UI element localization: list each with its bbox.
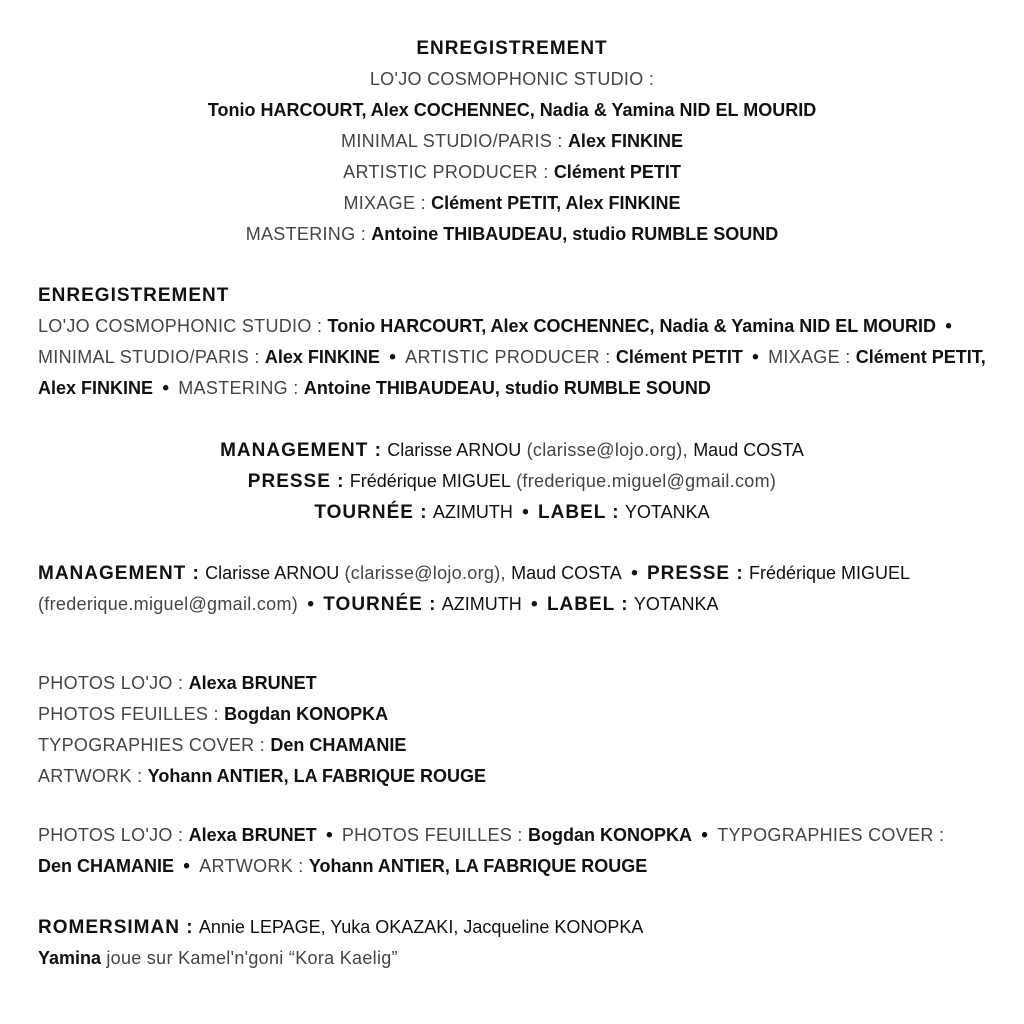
typo-name: Den CHAMANIE [38, 856, 175, 876]
producer-name: Clément PETIT [615, 347, 743, 367]
studio-names: Tonio HARCOURT, Alex COCHENNEC, Nadia & Yamina NID EL MOURID [207, 100, 817, 120]
photos-label: PHOTOS LO'JO : [38, 673, 184, 693]
management-credits-left [38, 558, 998, 620]
management-label: MANAGEMENT : [38, 563, 200, 584]
presse-email: (frederique.miguel@gmail.com) [38, 594, 299, 614]
photos-name: Alexa BRUNET [188, 673, 317, 693]
tournee-label: TOURNÉE : [323, 594, 437, 615]
bullet-separator: • [945, 316, 952, 337]
romersiman-credits [38, 912, 998, 974]
bullet-separator: • [162, 378, 169, 399]
mastering-name: Antoine THIBAUDEAU, studio RUMBLE SOUND [303, 378, 711, 398]
presse-email: (frederique.miguel@gmail.com) [516, 471, 777, 491]
typo-name: Den CHAMANIE [270, 735, 407, 755]
management-name-2: Maud COSTA [693, 440, 804, 460]
bullet-separator: • [325, 825, 333, 846]
feuilles-label: PHOTOS FEUILLES : [341, 825, 523, 845]
producer-label: ARTISTIC PRODUCER : [343, 162, 549, 182]
artwork-label: ARTWORK : [38, 766, 143, 786]
artwork-name: Yohann ANTIER, LA FABRIQUE ROUGE [308, 856, 648, 876]
minimal-label: MINIMAL STUDIO/PARIS : [38, 347, 260, 367]
management-email: (clarisse@lojo.org), [344, 563, 506, 583]
recording-credits-centered [0, 33, 1024, 250]
tournee-name: AZIMUTH [432, 502, 513, 522]
bullet-separator: • [389, 347, 396, 368]
mixage-name: Clément PETIT, Alex FINKINE [431, 193, 681, 213]
presse-name: Frédérique MIGUEL [349, 471, 511, 491]
minimal-name: Alex FINKINE [567, 131, 683, 151]
photo-credits-inline [38, 820, 998, 882]
bullet-separator: • [307, 594, 314, 615]
typo-label: TYPOGRAPHIES COVER : [717, 825, 945, 845]
studio-names: Tonio HARCOURT, Alex COCHENNEC, Nadia & Yamina NID EL MOURID [327, 316, 936, 336]
yamina-name: Yamina [38, 948, 102, 968]
photos-label: PHOTOS LO'JO : [38, 825, 184, 845]
label-label: LABEL : [546, 594, 629, 615]
feuilles-name: Bogdan KONOPKA [527, 825, 692, 845]
studio-label: LO'JO COSMOPHONIC STUDIO : [38, 316, 323, 336]
label-label: LABEL : [538, 502, 620, 523]
romersiman-label: ROMERSIMAN : [38, 917, 194, 938]
section-heading: ENREGISTREMENT [416, 38, 608, 59]
minimal-label: MINIMAL STUDIO/PARIS : [341, 131, 563, 151]
section-heading: ENREGISTREMENT [38, 285, 230, 306]
feuilles-label: PHOTOS FEUILLES : [38, 704, 219, 724]
management-name: Clarisse ARNOU [387, 440, 522, 460]
artwork-name: Yohann ANTIER, LA FABRIQUE ROUGE [147, 766, 486, 786]
tournee-name: AZIMUTH [441, 594, 522, 614]
presse-name: Frédérique MIGUEL [748, 563, 911, 583]
presse-label: PRESSE : [247, 471, 345, 492]
typo-label: TYPOGRAPHIES COVER : [38, 735, 266, 755]
management-credits-centered [0, 435, 1024, 528]
bullet-separator: • [522, 502, 529, 523]
mastering-label: MASTERING : [245, 224, 367, 244]
photo-credits-list [38, 668, 998, 792]
bullet-separator: • [183, 856, 190, 877]
mixage-label: MIXAGE : [768, 347, 851, 367]
label-name: YOTANKA [633, 594, 719, 614]
bullet-separator: • [631, 563, 638, 584]
artwork-label: ARTWORK : [199, 856, 304, 876]
management-name: Clarisse ARNOU [205, 563, 340, 583]
producer-label: ARTISTIC PRODUCER : [405, 347, 611, 367]
romersiman-names: Annie LEPAGE, Yuka OKAZAKI, Jacqueline KONOPKA [198, 917, 644, 937]
mixage-name-continued: Alex FINKINE [38, 378, 154, 398]
management-email: (clarisse@lojo.org), [526, 440, 688, 460]
management-label: MANAGEMENT : [220, 440, 382, 461]
bullet-separator: • [531, 594, 538, 615]
studio-label: LO'JO COSMOPHONIC STUDIO : [369, 69, 655, 89]
management-name-2: Maud COSTA [511, 563, 622, 583]
mixage-label: MIXAGE : [343, 193, 426, 213]
presse-label: PRESSE : [647, 563, 744, 584]
feuilles-name: Bogdan KONOPKA [224, 704, 389, 724]
mixage-name: Clément PETIT, [855, 347, 986, 367]
yamina-text: joue sur Kamel'n'goni “Kora Kaelig” [106, 948, 398, 968]
tournee-label: TOURNÉE : [314, 502, 428, 523]
mastering-label: MASTERING : [178, 378, 299, 398]
minimal-name: Alex FINKINE [264, 347, 380, 367]
bullet-separator: • [752, 347, 759, 368]
producer-name: Clément PETIT [553, 162, 681, 182]
photos-name: Alexa BRUNET [188, 825, 317, 845]
label-name: YOTANKA [624, 502, 710, 522]
mastering-name: Antoine THIBAUDEAU, studio RUMBLE SOUND [371, 224, 779, 244]
bullet-separator: • [701, 825, 708, 846]
recording-credits-left [38, 280, 998, 404]
